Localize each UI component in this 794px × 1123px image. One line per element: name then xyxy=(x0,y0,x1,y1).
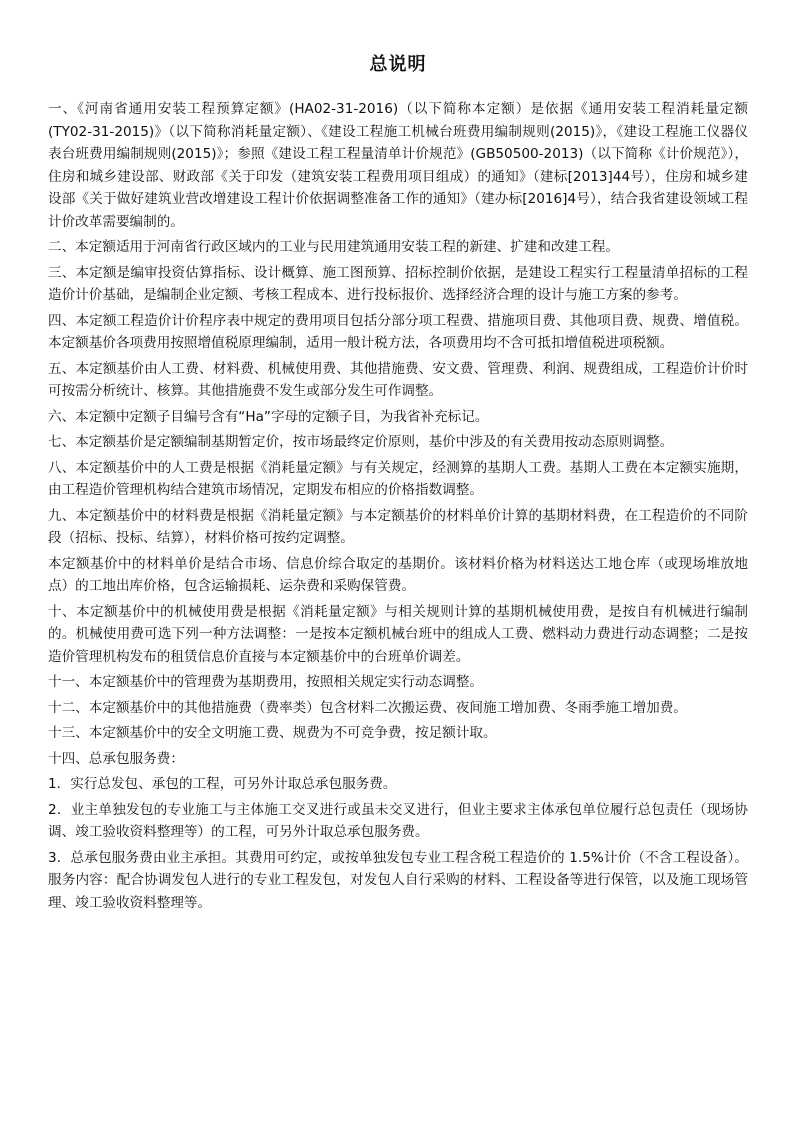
paragraph-12: 十一、本定额基价中的管理费为基期费用，按照相关规定实行动态调整。 xyxy=(48,674,483,690)
paragraph-15: 十四、总承包服务费： xyxy=(48,750,184,767)
paragraph-14: 十三、本定额基价中的安全文明施工费、规费为不可竞争费，按足额计取。 xyxy=(48,725,497,741)
paragraph-18: 3．总承包服务费由业主承担。其费用可约定，或按单独发包专业工程含税工程造价的 1.5%计价（不含工程设备）。服务内容：配合协调发包人进行的专业工程发包，对发包人自行采购的材料、工程设备等进行保管，以及施工现场管理、竣工验收资料整理等。 xyxy=(48,849,748,911)
paragraph-4: 四、本定额工程造价计价程序表中规定的费用项目包括分部分项工程费、措施项目费、其他项目费、规费、增值税。本定额基价各项费用按照增值税原理编制，适用一般计税方法，各项费用均不含可抵扣增值税进项税额。 xyxy=(48,312,748,351)
paragraph-9: 九、本定额基价中的材料费是根据《消耗量定额》与本定额基价的材料单价计算的基期材料费，在工程造价的不同阶段（招标、投标、结算），材料价格可按约定调整。 xyxy=(48,507,748,546)
paragraph-5: 五、本定额基价由人工费、材料费、机械使用费、其他措施费、安文费、管理费、利润、规费组成，工程造价计价时可按需分析统计、核算。其他措施费不发生或部分发生可作调整。 xyxy=(48,360,748,399)
paragraph-3: 三、本定额是编审投资估算指标、设计概算、施工图预算、招标控制价依据，是建设工程实行工程量清单招标的工程造价计价基础，是编制企业定额、考核工程成本、进行投标报价、选择经济合理的设计与施工方案的参考。 xyxy=(48,264,748,303)
paragraph-1: 一、《河南省通用安装工程预算定额》(HA02-31-2016)（以下简称本定额）是依据《通用安装工程消耗量定额(TY02-31-2015)》（以下简称消耗量定额）、《建设工程施工机械台班费用编制规则(2015)》，《建设工程施工仪器仪表台班费用编制规则(2015)》；参照《建设工程工程量清单计价规范》(GB50500-2013)（以下简称《计价规范》），住房和城乡建设部、财政部《关于印发（建筑安装工程费用项目组成）的通知》（建标[2013]44号），住房和城乡建设部《关于做好建筑业营改增建设工程计价依据调整准备工作的通知》（建办标[2016]4号），结合我省建设领域工程计价改革需要编制的。 xyxy=(48,101,748,230)
paragraph-17: 2．业主单独发包的专业施工与主体施工交叉进行或虽未交叉进行，但业主要求主体承包单位履行总包责任（现场协调、竣工验收资料整理等）的工程，可另外计取总承包服务费。 xyxy=(48,801,748,840)
paragraph-16: 1．实行总发包、承包的工程，可另外计取总承包服务费。 xyxy=(48,776,397,792)
paragraph-2: 二、本定额适用于河南省行政区域内的工业与民用建筑通用安装工程的新建、扩建和改建工程。 xyxy=(48,239,619,255)
document-body xyxy=(48,98,748,914)
document-title: 总说明 xyxy=(369,54,427,75)
paragraph-10: 本定额基价中的材料单价是结合市场、信息价综合取定的基期价。该材料价格为材料送达工地仓库（或现场堆放地点）的工地出库价格，包含运输损耗、运杂费和采购保管费。 xyxy=(48,555,748,594)
paragraph-8: 八、本定额基价中的人工费是根据《消耗量定额》与有关规定，经测算的基期人工费。基期人工费在本定额实施期，由工程造价管理机构结合建筑市场情况，定期发布相应的价格指数调整。 xyxy=(48,459,748,498)
paragraph-11: 十、本定额基价中的机械使用费是根据《消耗量定额》与相关规则计算的基期机械使用费，是按自有机械进行编制的。机械使用费可选下列一种方法调整：一是按本定额机械台班中的组成人工费、燃料动力费进行动态调整；二是按造价管理机构发布的租赁信息价直接与本定额基价中的台班单价调差。 xyxy=(48,603,748,665)
paragraph-13: 十二、本定额基价中的其他措施费（费率类）包含材料二次搬运费、夜间施工增加费、冬雨季施工增加费。 xyxy=(48,699,687,716)
paragraph-7: 七、本定额基价是定额编制基期暂定价，按市场最终定价原则，基价中涉及的有关费用按动态原则调整。 xyxy=(48,434,674,450)
paragraph-6: 六、本定额中定额子目编号含有“Ha”字母的定额子目，为我省补充标记。 xyxy=(48,408,489,425)
